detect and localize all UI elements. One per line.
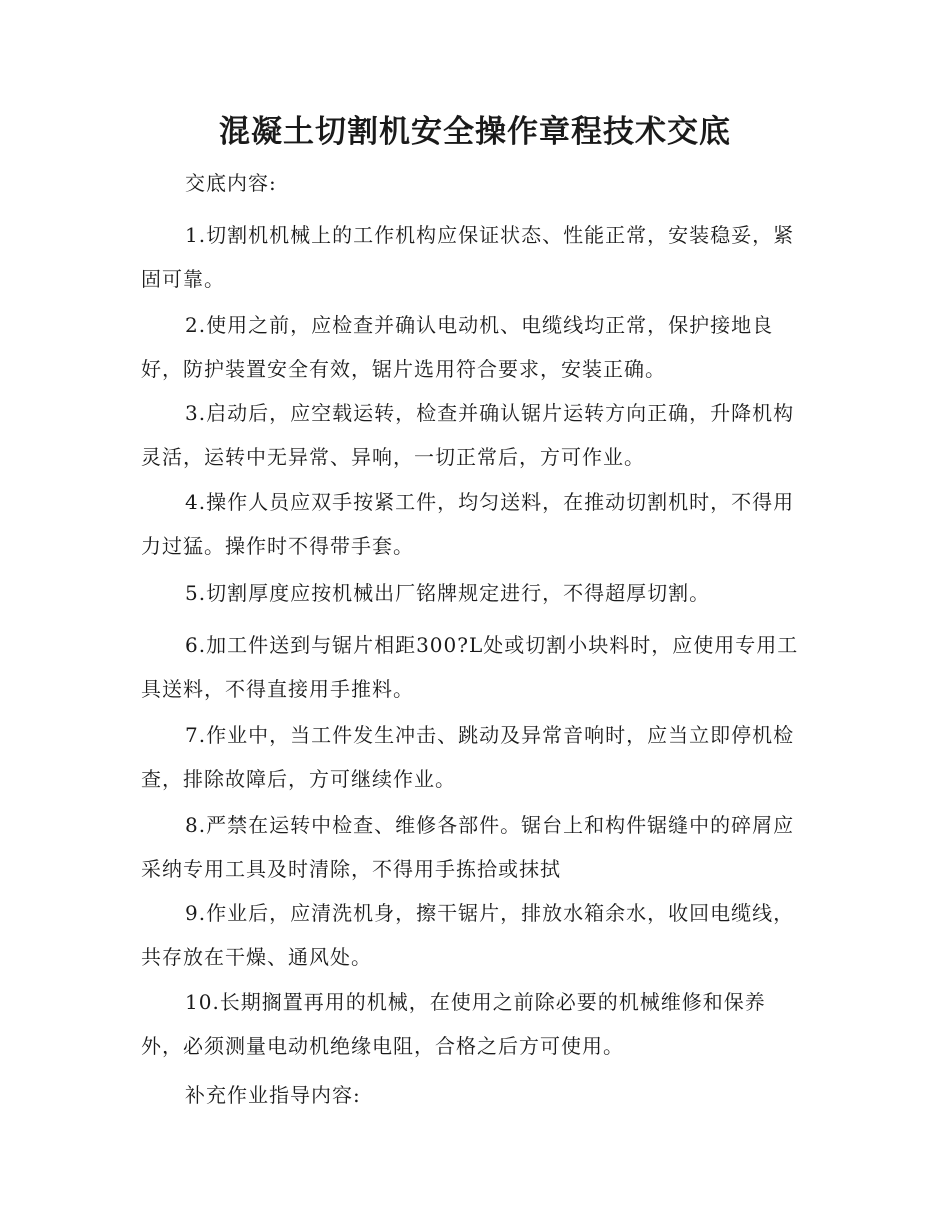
list-item: 9.作业后，应清洗机身，擦干锯片，排放水箱余水，收回电缆线，共存放在干燥、通风处。 [141,901,795,969]
list-item: 7.作业中，当工件发生冲击、跳动及异常音响时，应当立即停机检查，排除故障后，方可继续作业。 [141,723,795,791]
list-item: 6.加工件送到与锯片相距300?L处或切割小块料时，应使用专用工具送料，不得直接用手推料。 [141,633,799,701]
list-item: 2.使用之前，应检查并确认电动机、电缆线均正常，保护接地良好，防护装置安全有效，锯片选用符合要求，安装正确。 [141,313,774,381]
list-item: 3.启动后，应空载运转，检查并确认锯片运转方向正确，升降机构灵活，运转中无异常、异响，一切正常后，方可作业。 [141,401,795,469]
list-item: 8.严禁在运转中检查、维修各部件。锯台上和构件锯缝中的碎屑应采纳专用工具及时清除，不得用手拣拾或抹拭 [141,813,795,881]
list-item: 10.长期搁置再用的机械，在使用之前除必要的机械维修和保养外，必须测量电动机绝缘电阻，合格之后方可使用。 [141,990,766,1058]
list-item: 1.切割机机械上的工作机构应保证状态、性能正常，安装稳妥，紧固可靠。 [141,223,795,291]
list-item: 5.切割厚度应按机械出厂铭牌规定进行，不得超厚切割。 [185,581,711,605]
list-item: 4.操作人员应双手按紧工件，均匀送料，在推动切割机时，不得用力过猛。操作时不得带手套。 [141,490,795,558]
supplement-label: 补充作业指导内容: [185,1083,361,1107]
document-title: 混凝土切割机安全操作章程技术交底 [219,114,731,150]
intro-label: 交底内容: [185,171,277,195]
